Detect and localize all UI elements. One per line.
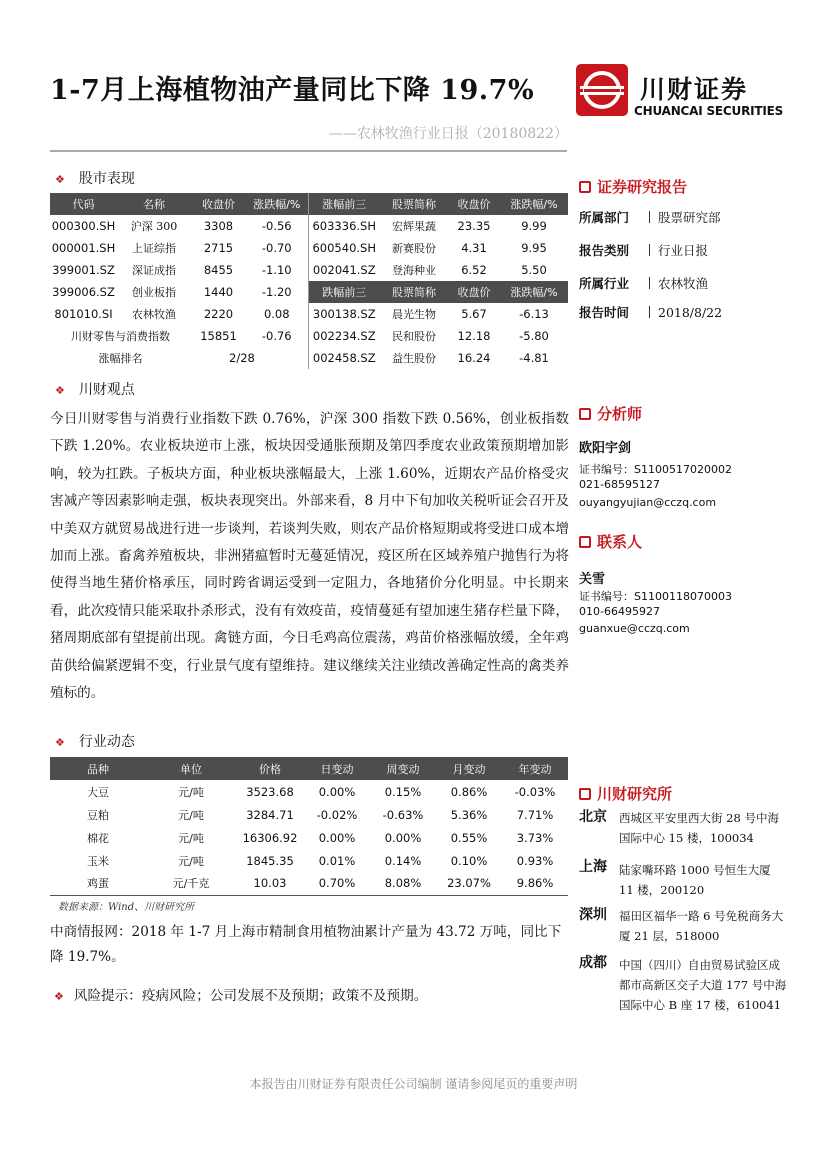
info-industry: 所属行业 农林牧渔 bbox=[579, 276, 709, 291]
office-address: 陆家嘴环路 1000 号恒生大厦 11 楼，200120 bbox=[619, 863, 771, 897]
industry-table bbox=[50, 757, 568, 896]
contact-email[interactable]: guanxue@cczq.com bbox=[579, 622, 690, 635]
contact-cert: 证书编号：S1100118070003 bbox=[579, 590, 732, 603]
table-row: 399006.SZ 创业板指 1440 -1.20 跌幅前三 股票简称 收盘价 涨跌幅/% bbox=[50, 281, 568, 303]
square-bullet-icon bbox=[579, 536, 591, 548]
analyst-name: 欧阳宇剑 bbox=[579, 441, 632, 456]
square-bullet-icon bbox=[579, 788, 591, 800]
sidebar-analyst-heading: 分析师 bbox=[579, 403, 642, 424]
sidebar-institute-heading: 川财研究所 bbox=[579, 783, 672, 804]
table-row: 801010.SI 农林牧渔 2220 0.08 300138.SZ 晨光生物 5.67 -6.13 bbox=[50, 303, 568, 325]
report-title: 1-7月上海植物油产量同比下降 19.7% bbox=[50, 75, 535, 106]
logo-text-en: CHUANCAI SECURITIES bbox=[634, 104, 784, 118]
sidebar-contact-heading: 联系人 bbox=[579, 531, 642, 552]
office-city: 北京 bbox=[579, 809, 607, 825]
logo-text-cn: 川财证券 bbox=[640, 75, 749, 104]
office-address: 中国（四川）自由贸易试验区成都市高新区交子大道 177 号中海国际中心 B 座 17 楼，610041 bbox=[619, 958, 787, 1012]
office-city: 上海 bbox=[579, 859, 607, 875]
table-row: 川财零售与消费指数 15851 -0.76 002234.SZ 民和股份 12.18 -5.80 bbox=[50, 325, 568, 347]
contact-phone: 010-66495927 bbox=[579, 605, 660, 618]
table-row: 棉花 元/吨 16306.92 0.00% 0.00% 0.55% 3.73% bbox=[87, 830, 554, 845]
diamond-bullet-icon: ❖ bbox=[55, 736, 65, 749]
analyst-email[interactable]: ouyangyujian@cczq.com bbox=[579, 496, 717, 509]
info-type: 报告类别 行业日报 bbox=[579, 243, 709, 258]
analyst-cert: 证书编号：S1100517020002 bbox=[579, 463, 732, 476]
info-dept: 所属部门 股票研究部 bbox=[579, 210, 721, 225]
diamond-bullet-icon: ❖ bbox=[55, 384, 65, 397]
table-row: 涨幅排名 2/28 002458.SZ 益生股份 16.24 -4.81 bbox=[50, 347, 568, 369]
contact-name: 关雪 bbox=[579, 572, 606, 587]
table-row: 大豆 元/吨 3523.68 0.00% 0.15% 0.86% -0.03% bbox=[87, 784, 556, 799]
table-row: 399001.SZ 深证成指 8455 -1.10 002041.SZ 登海种业 6.52 5.50 bbox=[50, 259, 568, 281]
table-row: 鸡蛋 元/千克 10.03 0.70% 8.08% 23.07% 9.86% bbox=[50, 872, 568, 895]
table-row: 豆粕 元/吨 3284.71 -0.02% -0.63% 5.36% 7.71% bbox=[87, 807, 554, 822]
view-paragraph: 今日川财零售与消费行业指数下跌 0.76%，沪深 300 指数下跌 0.56%，创业板指数下跌 1.20%。农业板块逆市上涨，板块因受通胀预期及第四季度农业政策预期增加影响，较为扛跌。子板块方面，种业板块涨幅最大，上涨 1.60%，近期农产品价格受灾害减产等因素影响走强，板块表现突出。外部来看，8 月中下旬加收关税听证会召开及中美双方就贸易战进行进一步谈判，若谈判失败，则农产品价格短期或将受进口成本增加而上涨。畜禽养殖板块，非洲猪瘟暂时无蔓延情况，疫区所在区域养殖户抛售行为将使得当地生猪价格承压，同时跨省调运受到一定阻力，各地猪价分化明显。中长期来看，此次疫情只能采取扑杀形式，没有有效疫苗，疫情蔓延有望加速生猪存栏量下降，猪周期底部有望提前出现。禽链方面，今日毛鸡高位震荡，鸡苗价格涨幅放缓，全年鸡苗供给偏紧逻辑不变，行业景气度有望维持。建议继续关注业绩改善确定性高的禽类养殖标的。 bbox=[50, 411, 569, 702]
section-view: ❖ 川财观点 bbox=[55, 382, 135, 398]
office-city: 成都 bbox=[579, 955, 607, 971]
analyst-phone: 021-68595127 bbox=[579, 478, 660, 491]
logo-mark-icon bbox=[576, 64, 628, 116]
info-date: 报告时间 2018/8/22 bbox=[579, 305, 723, 320]
office-address: 福田区福华一路 6 号免税商务大厦 21 层，518000 bbox=[619, 909, 784, 943]
office-address: 西城区平安里西大街 28 号中海国际中心 15 楼，100034 bbox=[619, 811, 779, 845]
page-footer: 本报告由川财证券有限责任公司编制 谨请参阅尾页的重要声明 bbox=[249, 1077, 578, 1091]
market-header-row: 代码 名称 收盘价 涨跌幅/% 涨幅前三 股票简称 收盘价 涨跌幅/% bbox=[50, 193, 568, 215]
diamond-bullet-icon: ❖ bbox=[54, 990, 64, 1003]
section-industry: ❖ 行业动态 bbox=[55, 734, 135, 750]
table-row: 000001.SH 上证综指 2715 -0.70 600540.SH 新赛股份 4.31 9.95 bbox=[50, 237, 568, 259]
news-paragraph: 中商情报网：2018 年 1-7 月上海市精制食用植物油累计产量为 43.72 万吨，同比下降 19.7%。 bbox=[50, 924, 562, 965]
industry-header-row: 品种 单位 价格 日变动 周变动 月变动 年变动 bbox=[50, 757, 568, 780]
market-table bbox=[50, 193, 568, 369]
table-row: 000300.SH 沪深 300 3308 -0.56 603336.SH 宏辉果蔬 23.35 9.99 bbox=[50, 215, 568, 237]
header-divider bbox=[50, 150, 567, 152]
diamond-bullet-icon: ❖ bbox=[55, 173, 65, 186]
square-bullet-icon bbox=[579, 408, 591, 420]
report-subtitle: ——农林牧渔行业日报（20180822） bbox=[328, 126, 568, 142]
office-city: 深圳 bbox=[579, 907, 607, 923]
table-row: 玉米 元/吨 1845.35 0.01% 0.14% 0.10% 0.93% bbox=[87, 853, 554, 868]
data-source-note: 数据来源：Wind、川财研究所 bbox=[58, 902, 195, 913]
square-bullet-icon bbox=[579, 181, 591, 193]
sidebar-report-heading: 证券研究报告 bbox=[579, 176, 687, 197]
company-logo bbox=[576, 64, 784, 126]
risk-note: ❖ 风险提示：疫病风险；公司发展不及预期；政策不及预期。 bbox=[54, 988, 428, 1004]
section-market: ❖ 股市表现 bbox=[55, 171, 135, 187]
